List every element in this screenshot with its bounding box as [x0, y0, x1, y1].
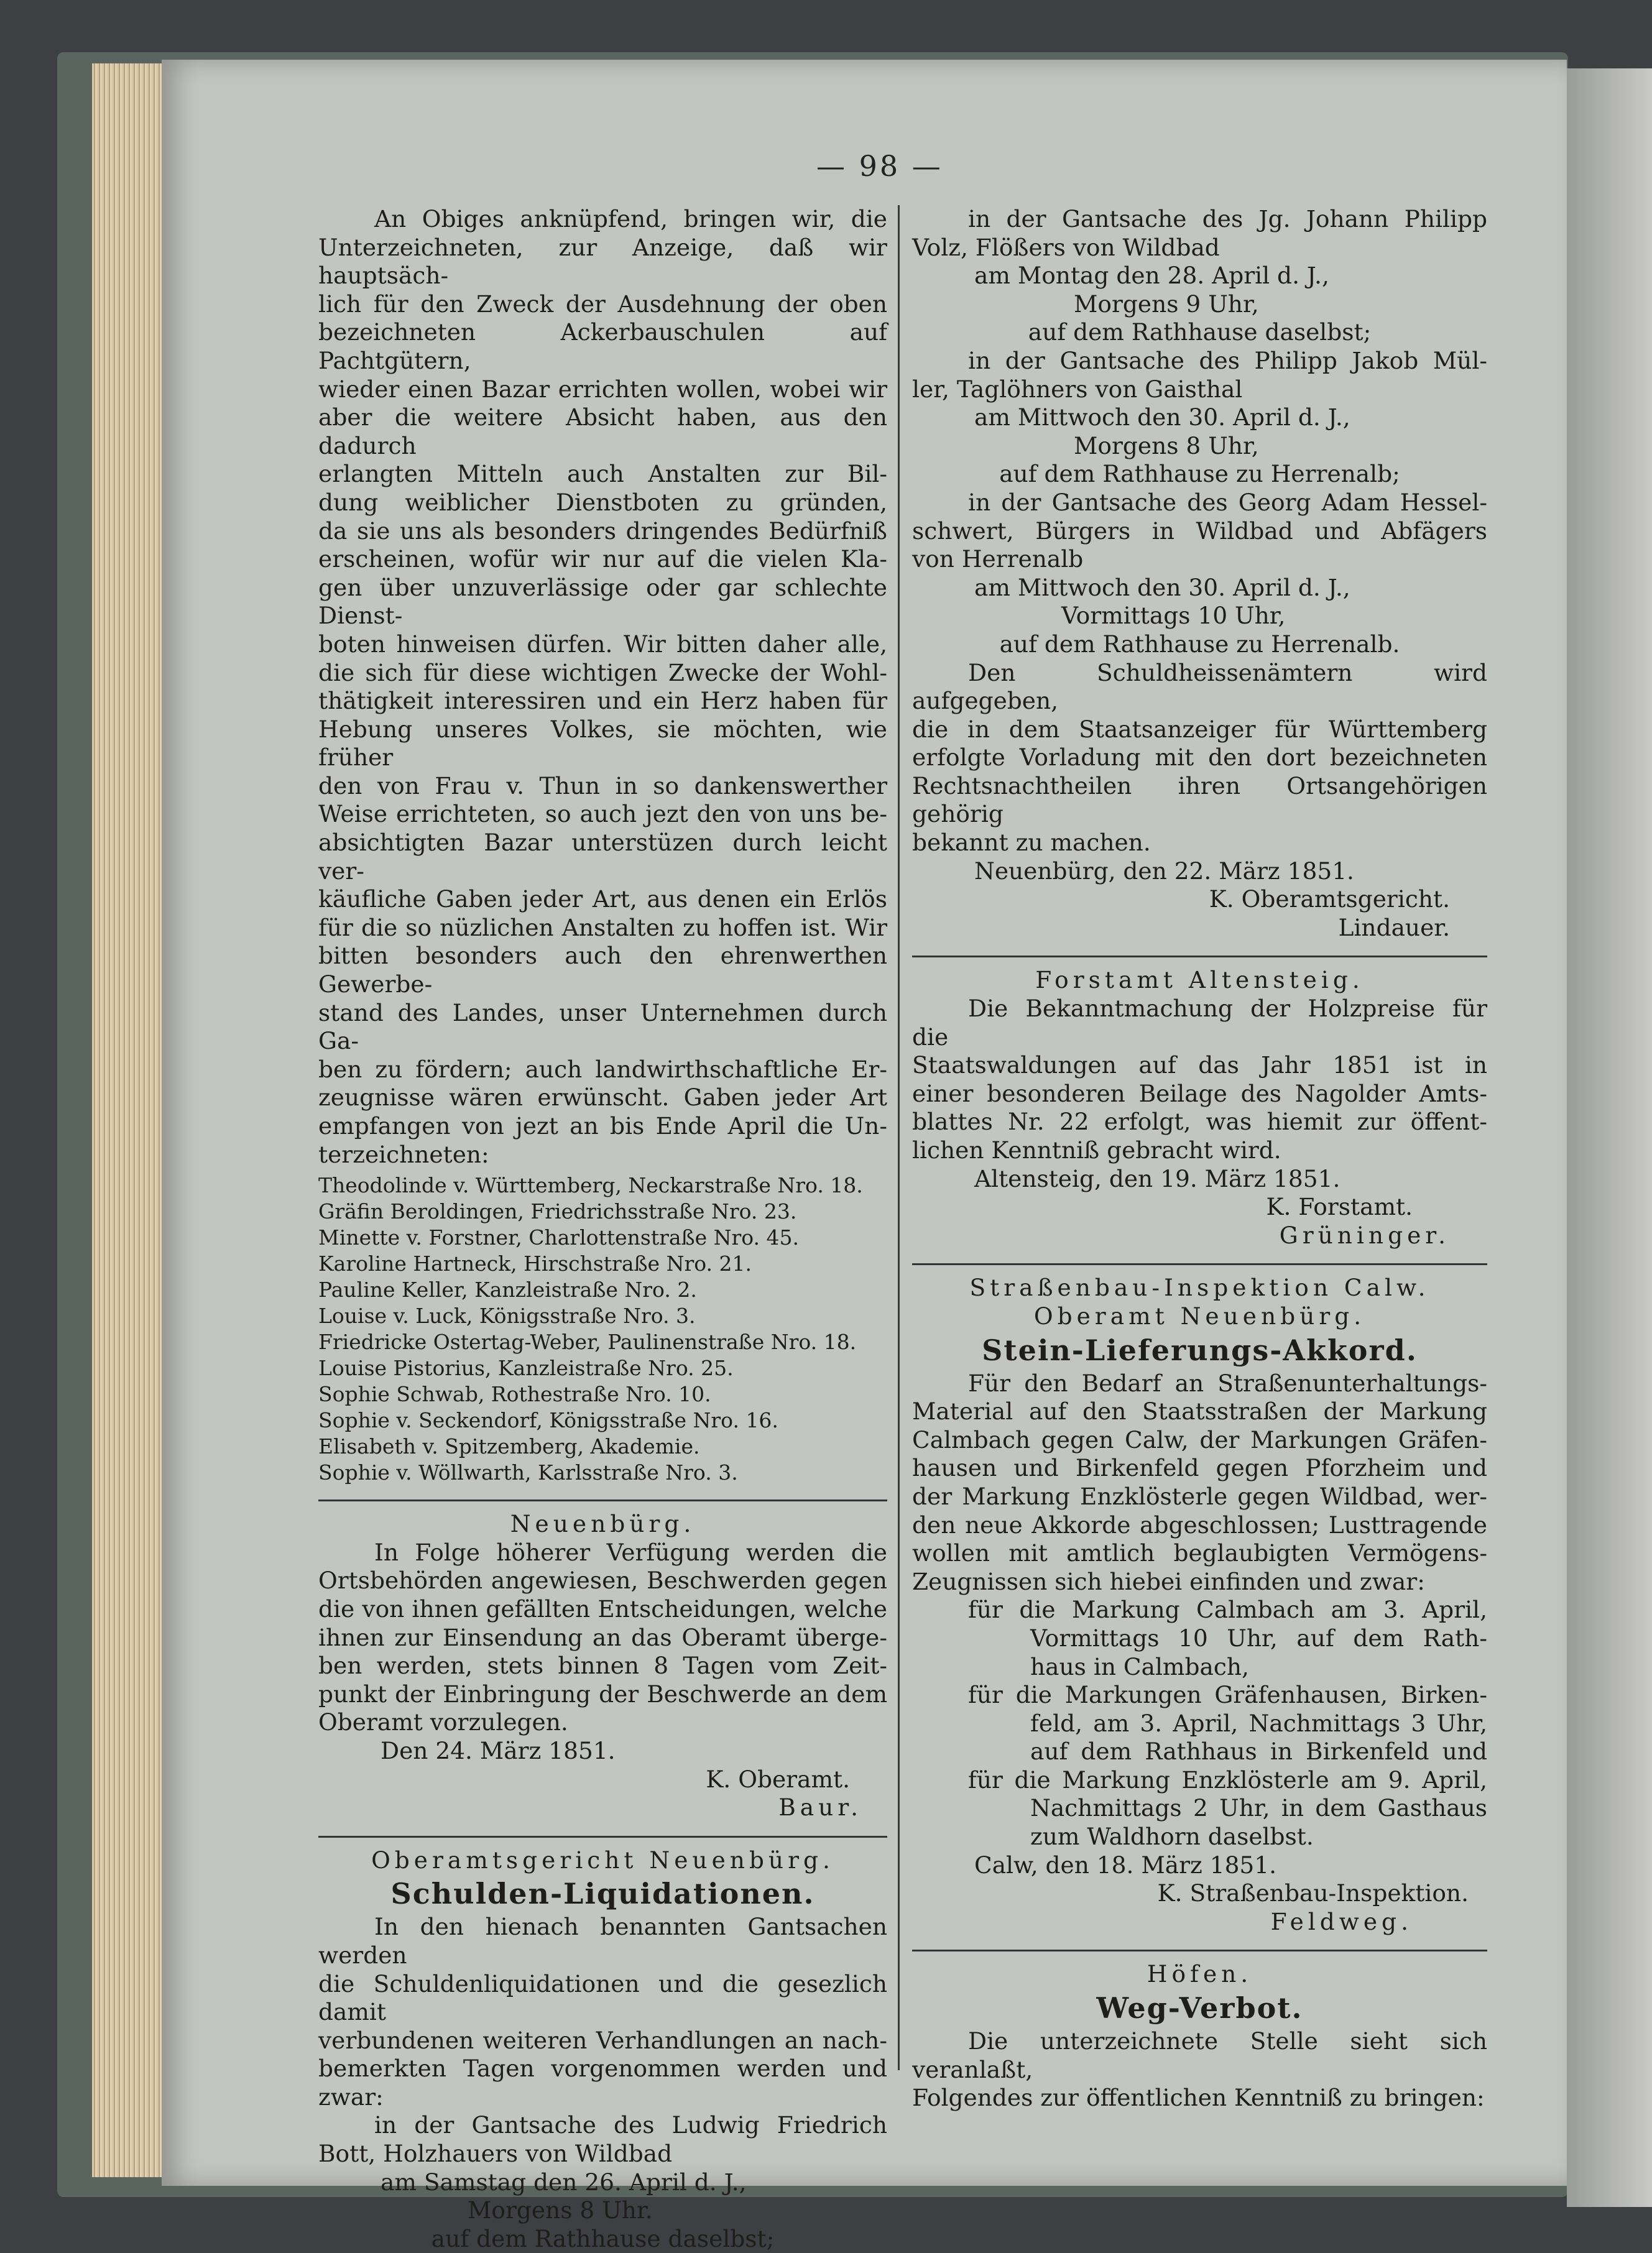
neuenbuerg-notice — [318, 1510, 887, 1822]
page-number: — 98 — — [816, 149, 943, 183]
case-date: am Mittwoch den 30. April d. J., — [974, 403, 1350, 431]
schedule-line: auf dem Rathhaus in Birkenfeld und — [1030, 1738, 1487, 1766]
forestry-notice — [912, 966, 1487, 1250]
text-line: An Obiges anknüpfend, bringen wir, die — [374, 205, 887, 233]
text-line: die von ihnen gefällten Entscheidungen, welche — [318, 1595, 887, 1623]
case-date: am Montag den 28. April d. J., — [974, 262, 1329, 290]
section-heading: Forstamt Altensteig. — [1035, 966, 1364, 994]
text-line: punkt der Einbringung der Beschwerde an dem — [318, 1680, 887, 1708]
schedule-line: zum Waldhorn daselbst. — [1030, 1823, 1314, 1851]
case-place: auf dem Rathhause zu Herrenalb; — [999, 460, 1400, 488]
signatory: Sophie v. Seckendorf, Königsstraße Nro. 16. — [318, 1408, 778, 1433]
notice-title: Stein-Lieferungs-Akkord. — [982, 1333, 1418, 1367]
text-line: für die so nüzlichen Anstalten zu hoffen ist. Wir — [318, 913, 887, 941]
schedule-line: für die Markungen Gräfenhausen, Birken- — [968, 1681, 1487, 1709]
text-line: Volz, Flößers von Wildbad — [912, 233, 1220, 261]
text-line: Unterzeichneten, zur Anzeige, daß wir hauptsäch- — [318, 233, 887, 290]
schedule-line: für die Markung Enzklösterle am 9. April, — [968, 1766, 1487, 1794]
text-line: schwert, Bürgers in Wildbad und Abfägers — [912, 517, 1487, 545]
text-line: Oberamt vorzulegen. — [318, 1708, 568, 1736]
signatory: Elisabeth v. Spitzemberg, Akademie. — [318, 1434, 700, 1459]
signatory: Louise v. Luck, Königsstraße Nro. 3. — [318, 1304, 696, 1329]
section-heading: Höfen. — [1147, 1960, 1253, 1988]
text-line: Rechtsnachtheilen ihren Ortsangehörigen gehörig — [912, 772, 1487, 828]
signatory: Sophie Schwab, Rothestraße Nro. 10. — [318, 1382, 711, 1407]
text-line: Für den Bedarf an Straßenunterhaltungs- — [968, 1369, 1487, 1397]
case-time: Morgens 8 Uhr, — [1074, 431, 1259, 459]
text-line: empfangen von jezt an bis Ende April die Un- — [318, 1112, 887, 1140]
text-line: in der Gantsache des Philipp Jakob Mül- — [968, 346, 1487, 374]
signatory: Gräfin Beroldingen, Friedrichsstraße Nro. 23. — [318, 1199, 797, 1224]
text-line: bemerkten Tagen vorgenommen werden und — [318, 2055, 887, 2083]
text-line: wollen mit amtlich beglaubigten Vermögens- — [912, 1539, 1487, 1567]
facing-page-edge — [1567, 68, 1652, 2207]
notice-title: Schulden-Liquidationen. — [390, 1877, 815, 1911]
text-line: von Herrenalb — [912, 545, 1084, 573]
case-date: am Samstag den 26. April d. J., — [381, 2168, 747, 2196]
text-line: ben werden, stets binnen 8 Tagen vom Zeit- — [318, 1652, 887, 1680]
schedule-line: für die Markung Calmbach am 3. April, — [968, 1596, 1487, 1624]
case-time: Morgens 9 Uhr, — [1074, 290, 1259, 318]
text-line: erlangten Mitteln auch Anstalten zur Bil- — [318, 460, 887, 488]
notice-office: K. Forstamt. — [1266, 1193, 1413, 1221]
section-heading: Straßenbau-Inspektion Calw. — [969, 1274, 1430, 1302]
text-line: dung weiblicher Dienstboten zu gründen, — [318, 488, 887, 516]
signatory: Friedricke Ostertag-Weber, Paulinenstraße Nro. 18. — [318, 1330, 857, 1355]
text-line: Die unterzeichnete Stelle sieht sich veranlaßt, — [912, 2027, 1487, 2083]
road-ban-notice — [912, 1960, 1487, 2112]
text-line: In den hienach benannten Gantsachen werden — [318, 1913, 887, 1969]
text-line: Die Bekanntmachung der Holzpreise für die — [912, 995, 1487, 1051]
left-column — [318, 205, 887, 2253]
notice-date: Calw, den 18. März 1851. — [974, 1851, 1277, 1879]
text-line: bitten besonders auch den ehrenwerthen Gewerbe- — [318, 942, 887, 998]
text-line: der Markung Enzklösterle gegen Wildbad, wer- — [912, 1482, 1487, 1510]
text-line: Calmbach gegen Calw, der Markungen Gräfen- — [912, 1426, 1487, 1454]
signatory: Sophie v. Wöllwarth, Karlsstraße Nro. 3. — [318, 1460, 738, 1485]
case-place: auf dem Rathhause zu Herrenalb. — [999, 630, 1400, 658]
notice-date: Neuenbürg, den 22. März 1851. — [974, 857, 1354, 885]
text-line: boten hinweisen dürfen. Wir bitten daher alle, — [318, 630, 887, 658]
text-line: In Folge höherer Verfügung werden die — [374, 1538, 887, 1566]
section-rule — [318, 1836, 887, 1838]
text-line: verbundenen weiteren Verhandlungen an nach- — [318, 2026, 887, 2054]
case-place: auf dem Rathhause daselbst; — [431, 2224, 775, 2252]
text-line: stand des Landes, unser Unternehmen durch Ga- — [318, 998, 887, 1055]
text-line: lichen Kenntniß gebracht wird. — [912, 1136, 1281, 1164]
text-line: absichtigten Bazar unterstüzen durch leicht ver- — [318, 829, 887, 885]
text-line: Bott, Holzhauers von Wildbad — [318, 2140, 673, 2168]
text-line: blattes Nr. 22 erfolgt, was hiemit zur öffent- — [912, 1108, 1487, 1136]
text-line: erfolgte Vorladung mit den dort bezeichneten — [912, 744, 1487, 772]
text-line: in der Gantsache des Jg. Johann Philipp — [968, 205, 1487, 233]
liquidation-notice — [318, 1846, 887, 2253]
text-line: in der Gantsache des Georg Adam Hessel- — [968, 488, 1487, 516]
notice-signer: Grüninger. — [1279, 1221, 1450, 1249]
case-place: auf dem Rathhause daselbst; — [1028, 318, 1372, 346]
notice-signer: Lindauer. — [1338, 913, 1450, 941]
signatory: Theodolinde v. Württemberg, Neckarstraße Nro. 18. — [318, 1173, 863, 1198]
text-line: käufliche Gaben jeder Art, aus denen ein Erlös — [318, 885, 887, 913]
schedule-line: Vormittags 10 Uhr, auf dem Rath- — [1030, 1624, 1487, 1652]
section-rule — [912, 1950, 1487, 1951]
text-line: Hebung unseres Volkes, sie möchten, wie früher — [318, 715, 887, 772]
notice-date: Den 24. März 1851. — [381, 1736, 616, 1764]
right-column — [912, 205, 1487, 2112]
text-line: thätigkeit interessiren und ein Herz haben für — [318, 687, 887, 715]
signatory: Louise Pistorius, Kanzleistraße Nro. 25. — [318, 1356, 734, 1381]
text-line: lich für den Zweck der Ausdehnung der oben — [318, 290, 887, 318]
text-line: Weise errichteten, so auch jezt den von uns be- — [318, 800, 887, 828]
signatory: Karoline Hartneck, Hirschstraße Nro. 21. — [318, 1251, 752, 1276]
text-line: die in dem Staatsanzeiger für Württemberg — [912, 715, 1487, 743]
case-time: Morgens 8 Uhr. — [468, 2196, 653, 2224]
text-line: Ortsbehörden angewiesen, Beschwerden gegen — [318, 1567, 887, 1595]
section-rule — [318, 1500, 887, 1501]
text-line: Material auf den Staatsstraßen der Markung — [912, 1398, 1487, 1426]
notice-office: K. Straßenbau-Inspektion. — [1157, 1879, 1469, 1907]
notice-authority: K. Oberamt. — [706, 1765, 850, 1793]
text-line: bekannt zu machen. — [912, 829, 1151, 857]
text-line: da sie uns als besonders dringendes Bedürfniß — [318, 517, 887, 545]
schedule-line: feld, am 3. April, Nachmittags 3 Uhr, — [1030, 1709, 1487, 1737]
column-divider — [898, 205, 900, 2070]
text-line: die Schuldenliquidationen und die gesezlich damit — [318, 1970, 887, 2026]
notice-signer: Feldweg. — [1270, 1907, 1413, 1935]
notice-authority: K. Oberamtsgericht. — [1209, 885, 1450, 913]
text-line: einer besonderen Beilage des Nagolder Amts- — [912, 1079, 1487, 1107]
notice-signer: Baur. — [778, 1794, 862, 1822]
text-line: Staatswaldungen auf das Jahr 1851 ist in — [912, 1051, 1487, 1079]
text-line: ihnen zur Einsendung an das Oberamt überge- — [318, 1623, 887, 1651]
text-line: aber die weitere Absicht haben, aus den dadurch — [318, 403, 887, 459]
section-heading: Neuenbürg. — [510, 1510, 696, 1538]
case-time: Vormittags 10 Uhr, — [1061, 602, 1286, 630]
text-line: hausen und Birkenfeld gegen Pforzheim und — [912, 1454, 1487, 1482]
text-line: zeugnisse wären erwünscht. Gaben jeder Art — [318, 1084, 887, 1112]
notice-date: Altensteig, den 19. März 1851. — [974, 1164, 1341, 1192]
text-line: ler, Taglöhners von Gaisthal — [912, 375, 1243, 403]
schedule-line: haus in Calmbach, — [1030, 1652, 1249, 1680]
road-construction-notice — [912, 1274, 1487, 1936]
text-line: die sich für diese wichtigen Zwecke der Wohl- — [318, 658, 887, 686]
signatory-list — [318, 1173, 887, 1486]
signatory: Minette v. Forstner, Charlottenstraße Nro. 45. — [318, 1225, 800, 1250]
text-line: terzeichneten: — [318, 1140, 489, 1168]
text-line: erscheinen, wofür wir nur auf die vielen Kla- — [318, 545, 887, 573]
text-line: bezeichneten Ackerbauschulen auf Pachtgütern, — [318, 318, 887, 374]
section-rule — [912, 956, 1487, 957]
signatory: Pauline Keller, Kanzleistraße Nro. 2. — [318, 1278, 697, 1302]
text-line: ben zu fördern; auch landwirthschaftliche Er- — [318, 1055, 887, 1083]
text-line: Zeugnissen sich hiebei einfinden und zwar: — [912, 1567, 1425, 1595]
text-line: gen über unzuverlässige oder gar schlechte Dienst- — [318, 573, 887, 630]
text-line: Den Schuldheissenämtern wird aufgegeben, — [912, 658, 1487, 715]
bazaar-notice — [318, 205, 887, 1169]
text-line: zwar: — [318, 2083, 384, 2111]
liquidation-cases — [912, 205, 1487, 942]
text-line: wieder einen Bazar errichten wollen, wobei wir — [318, 375, 887, 403]
text-line: in der Gantsache des Ludwig Friedrich — [374, 2111, 887, 2139]
text-line: den von Frau v. Thun in so dankenswerther — [318, 772, 887, 799]
case-date: am Mittwoch den 30. April d. J., — [974, 573, 1350, 601]
section-subheading: Oberamt Neuenbürg. — [1033, 1302, 1366, 1330]
text-line: Folgendes zur öffentlichen Kenntniß zu bringen: — [912, 2084, 1485, 2112]
text-line: den neue Akkorde abgeschlossen; Lusttragende — [912, 1511, 1487, 1539]
section-heading: Oberamtsgericht Neuenbürg. — [371, 1846, 834, 1874]
schedule-line: Nachmittags 2 Uhr, in dem Gasthaus — [1030, 1794, 1487, 1822]
page-edges — [92, 63, 167, 2177]
section-rule — [912, 1263, 1487, 1265]
notice-title: Weg-Verbot. — [1096, 1991, 1303, 2025]
